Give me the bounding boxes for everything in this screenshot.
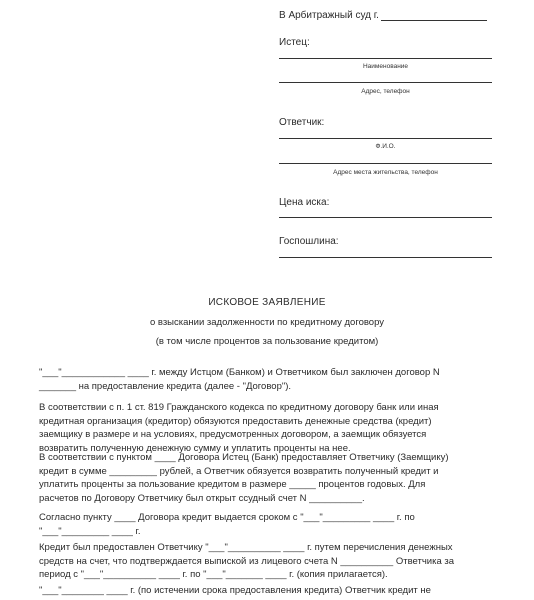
paragraph-loan-terms: [39, 451, 499, 505]
court-line: [279, 10, 487, 21]
defendant-address-line: [279, 163, 492, 164]
document-subtitle-note: (в том числе процентов за пользование кредитом): [155, 336, 379, 347]
text-line: "___"_________ ____ г.: [39, 525, 141, 537]
text-line: заемщику в размере и на условиях, предусмотренных договором, а заемщик обязуется: [39, 429, 427, 440]
text-line: возвратить полученную денежную сумму и уплатить проценты на нее.: [39, 442, 351, 454]
plaintiff-label: Истец:: [279, 37, 310, 48]
text-line: В соответствии с пунктом ____ Договора Истец (Банк) предоставляет Ответчику (Заемщику): [39, 452, 449, 463]
text-line: средств на счет, что подтверждается выпиской из лицевого счета N __________ Ответчика за: [39, 555, 455, 567]
defendant-fio-caption: Ф.И.О.: [375, 143, 396, 150]
paragraph-civil-code: [39, 401, 499, 455]
text-line: Кредит был предоставлен Ответчику "___"__________ ____ г. путем перечисления денежных: [39, 542, 453, 553]
plaintiff-address-caption: Адрес, телефон: [361, 88, 410, 95]
plaintiff-address-line: [279, 82, 492, 83]
text-line: кредитная организация (кредитор) обязуются предоставить денежные средства (кредит): [39, 415, 432, 427]
state-duty-line: [279, 257, 492, 258]
text-line: Согласно пункту ____ Договора кредит выдается сроком с "___"_________ ____ г. по: [39, 512, 415, 523]
claim-price-label: Цена иска:: [279, 197, 330, 208]
state-duty-label: Госпошлина:: [279, 236, 339, 247]
document-title: ИСКОВОЕ ЗАЯВЛЕНИЕ: [208, 297, 326, 308]
paragraph-loan-issued: [39, 541, 499, 582]
paragraph-contract: [39, 366, 499, 393]
claim-price-line: [279, 217, 492, 218]
text-line: В соответствии с п. 1 ст. 819 Гражданского кодекса по кредитному договору банк или иная: [39, 402, 439, 413]
plaintiff-name-caption: Наименование: [362, 63, 409, 70]
court-city-blank: [381, 10, 487, 21]
text-line: _______ на предоставление кредита (далее - "Договор").: [39, 380, 292, 392]
text-line: расчетов по Договору Ответчику был открыт ссудный счет N __________.: [39, 492, 365, 504]
document-subtitle: о взыскании задолженности по кредитному договору: [149, 317, 385, 328]
defendant-fio-line: [279, 138, 492, 139]
defendant-address-caption: Адрес места жительства, телефон: [333, 169, 438, 176]
text-line: "___"________ ____ г. (по истечении срока предоставления кредита) Ответчик кредит не: [39, 585, 431, 596]
text-line: уплатить проценты за пользование кредитом в размере _____ процентов годовых. Для: [39, 479, 426, 490]
text-line: "___"____________ ____ г. между Истцом (Банком) и Ответчиком был заключен договор N: [39, 367, 440, 378]
paragraph-loan-period: [39, 511, 499, 538]
text-line: кредит в сумме _________ рублей, а Ответчик обязуется возвратить полученный кредит и: [39, 465, 439, 477]
court-label: В Арбитражный суд г.: [279, 10, 379, 21]
defendant-label: Ответчик:: [279, 117, 325, 128]
paragraph-default: [39, 584, 499, 598]
plaintiff-name-line: [279, 58, 492, 59]
text-line: период с "___"__________ ____ г. по "___"_______ ____ г. (копия прилагается).: [39, 569, 388, 580]
